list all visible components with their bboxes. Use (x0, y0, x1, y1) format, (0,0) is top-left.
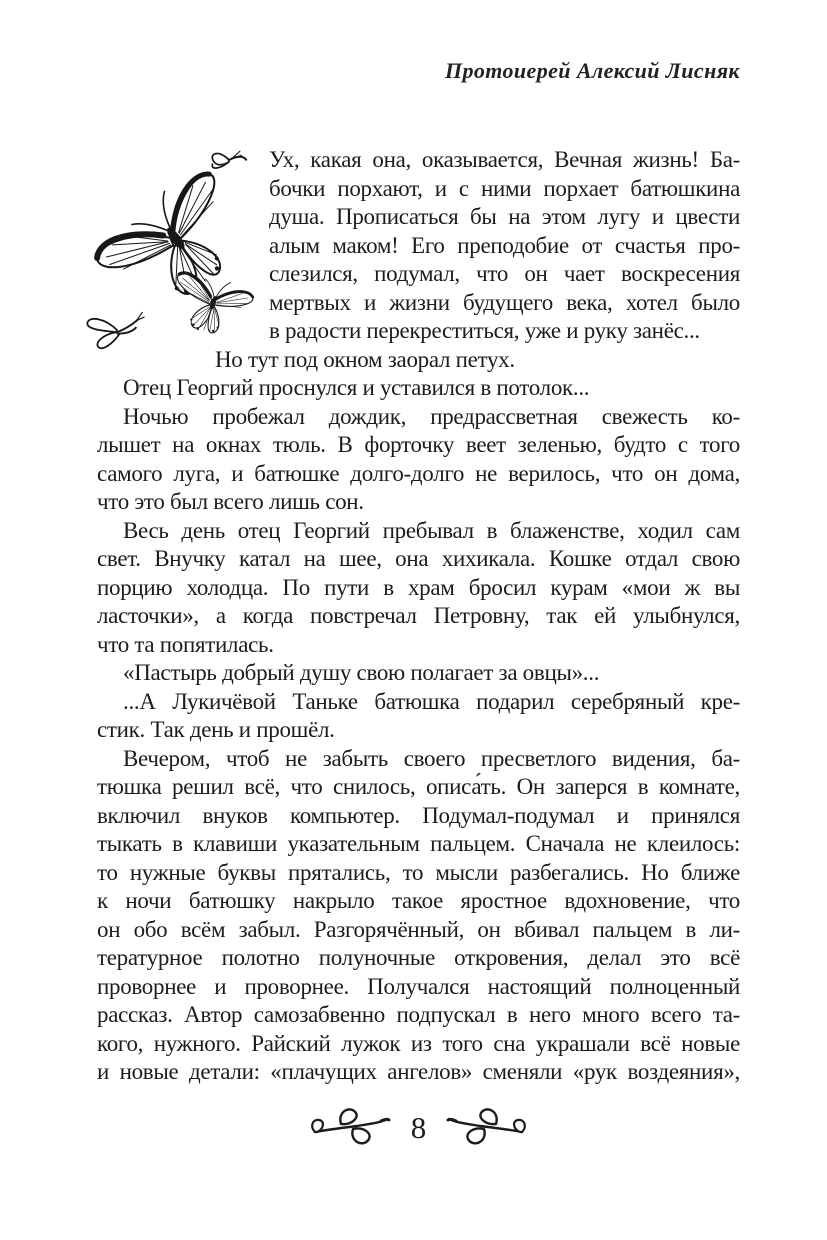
butterflies-illustration (83, 142, 257, 356)
text-line: самого луга, и батюшке долго-долго не верилось, что он дома, (97, 460, 740, 486)
text-line: стик. Так день и прошёл. (97, 717, 335, 742)
text-line: проворнее и проворнее. Получался настоящий полноценный (97, 973, 740, 999)
text-line: тературное полотно полуночные откровения, делал это всё (97, 945, 740, 970)
text-line: алым маком! Его преподобие от счастья про- (269, 232, 740, 258)
text-line: слезился, подумал, что он чает воскресения (269, 261, 740, 286)
butterfly-tiny (211, 148, 247, 171)
butterfly-medium (165, 268, 256, 342)
butterfly-small (87, 310, 149, 350)
text-line: ласточки», а когда повстречал Петровну, так ей улыбнулся, (97, 603, 740, 628)
text-line: Ночью пробежал дождик, предрассветная свежесть ко- (123, 403, 740, 429)
flourish-left-icon (311, 1106, 391, 1150)
page-number: 8 (410, 1110, 427, 1145)
text-line: тюшка решил всё, что снилось, описа́ть. Он заперся в комнате, (97, 774, 740, 799)
text-line: «Пастырь добрый душу свою полагает за овцы»... (123, 660, 600, 685)
text-line: и новые детали: «плачущих ангелов» сменяли «рук воздеяния», (97, 1059, 740, 1084)
text-line: ...А Лукичёвой Таньке батюшка подарил серебряный кре- (123, 688, 740, 714)
text-line: включил внуков компьютер. Подумал-подумал и принялся (97, 802, 740, 828)
text-line: то нужные буквы прятались, то мысли разбегались. Но ближе (97, 859, 740, 885)
text-line: кого, нужного. Райский лужок из того сна украшали всё новые (97, 1030, 740, 1056)
page-footer (97, 1106, 740, 1150)
text-line: что это был всего лишь сон. (97, 489, 364, 514)
text-line: к ночи батюшку накрыло такое яростное вдохновение, что (97, 888, 740, 913)
flourish-right-icon (446, 1106, 526, 1150)
text-line: душа. Прописаться бы на этом лугу и цвести (269, 204, 740, 229)
text-line: лышет на окнах тюль. В форточку веет зеленью, будто с того (97, 432, 740, 457)
text-line: Но тут под окном заорал петух. (215, 346, 515, 372)
text-line: Весь день отец Георгий пребывал в блаженстве, ходил сам (123, 517, 740, 543)
text-line: Вечером, чтоб не забыть своего пресветлого видения, ба- (123, 745, 740, 771)
text-line: в радости перекреститься, уже и руку занёс... (269, 318, 700, 343)
text-line: свет. Внучку катал на шее, она хихикала. Кошке отдал свою (97, 546, 740, 571)
text-line: Ух, какая она, оказывается, Вечная жизнь! Ба- (269, 147, 740, 172)
text-line: тыкать в клавиши указательным пальцем. Сначала не клеилось: (97, 831, 740, 856)
text-line: что та попятилась. (97, 631, 274, 657)
text-line: рассказ. Автор самозабвенно подпускал в него много всего та- (97, 1002, 740, 1027)
body-text (97, 146, 740, 1087)
text-line: он обо всём забыл. Разгорячённый, он вбивал пальцем в ли- (97, 916, 740, 942)
text-line: Отец Георгий проснулся и уставился в потолок... (123, 375, 590, 400)
text-line: бочки порхают, и с ними порхает батюшкина (269, 175, 740, 201)
running-header: Протоиерей Алексий Лисняк (444, 58, 740, 83)
text-line: мертвых и жизни будущего века, хотел было (269, 289, 740, 315)
text-line: порцию холодца. По пути в храм бросил курам «мои ж вы (97, 574, 740, 600)
